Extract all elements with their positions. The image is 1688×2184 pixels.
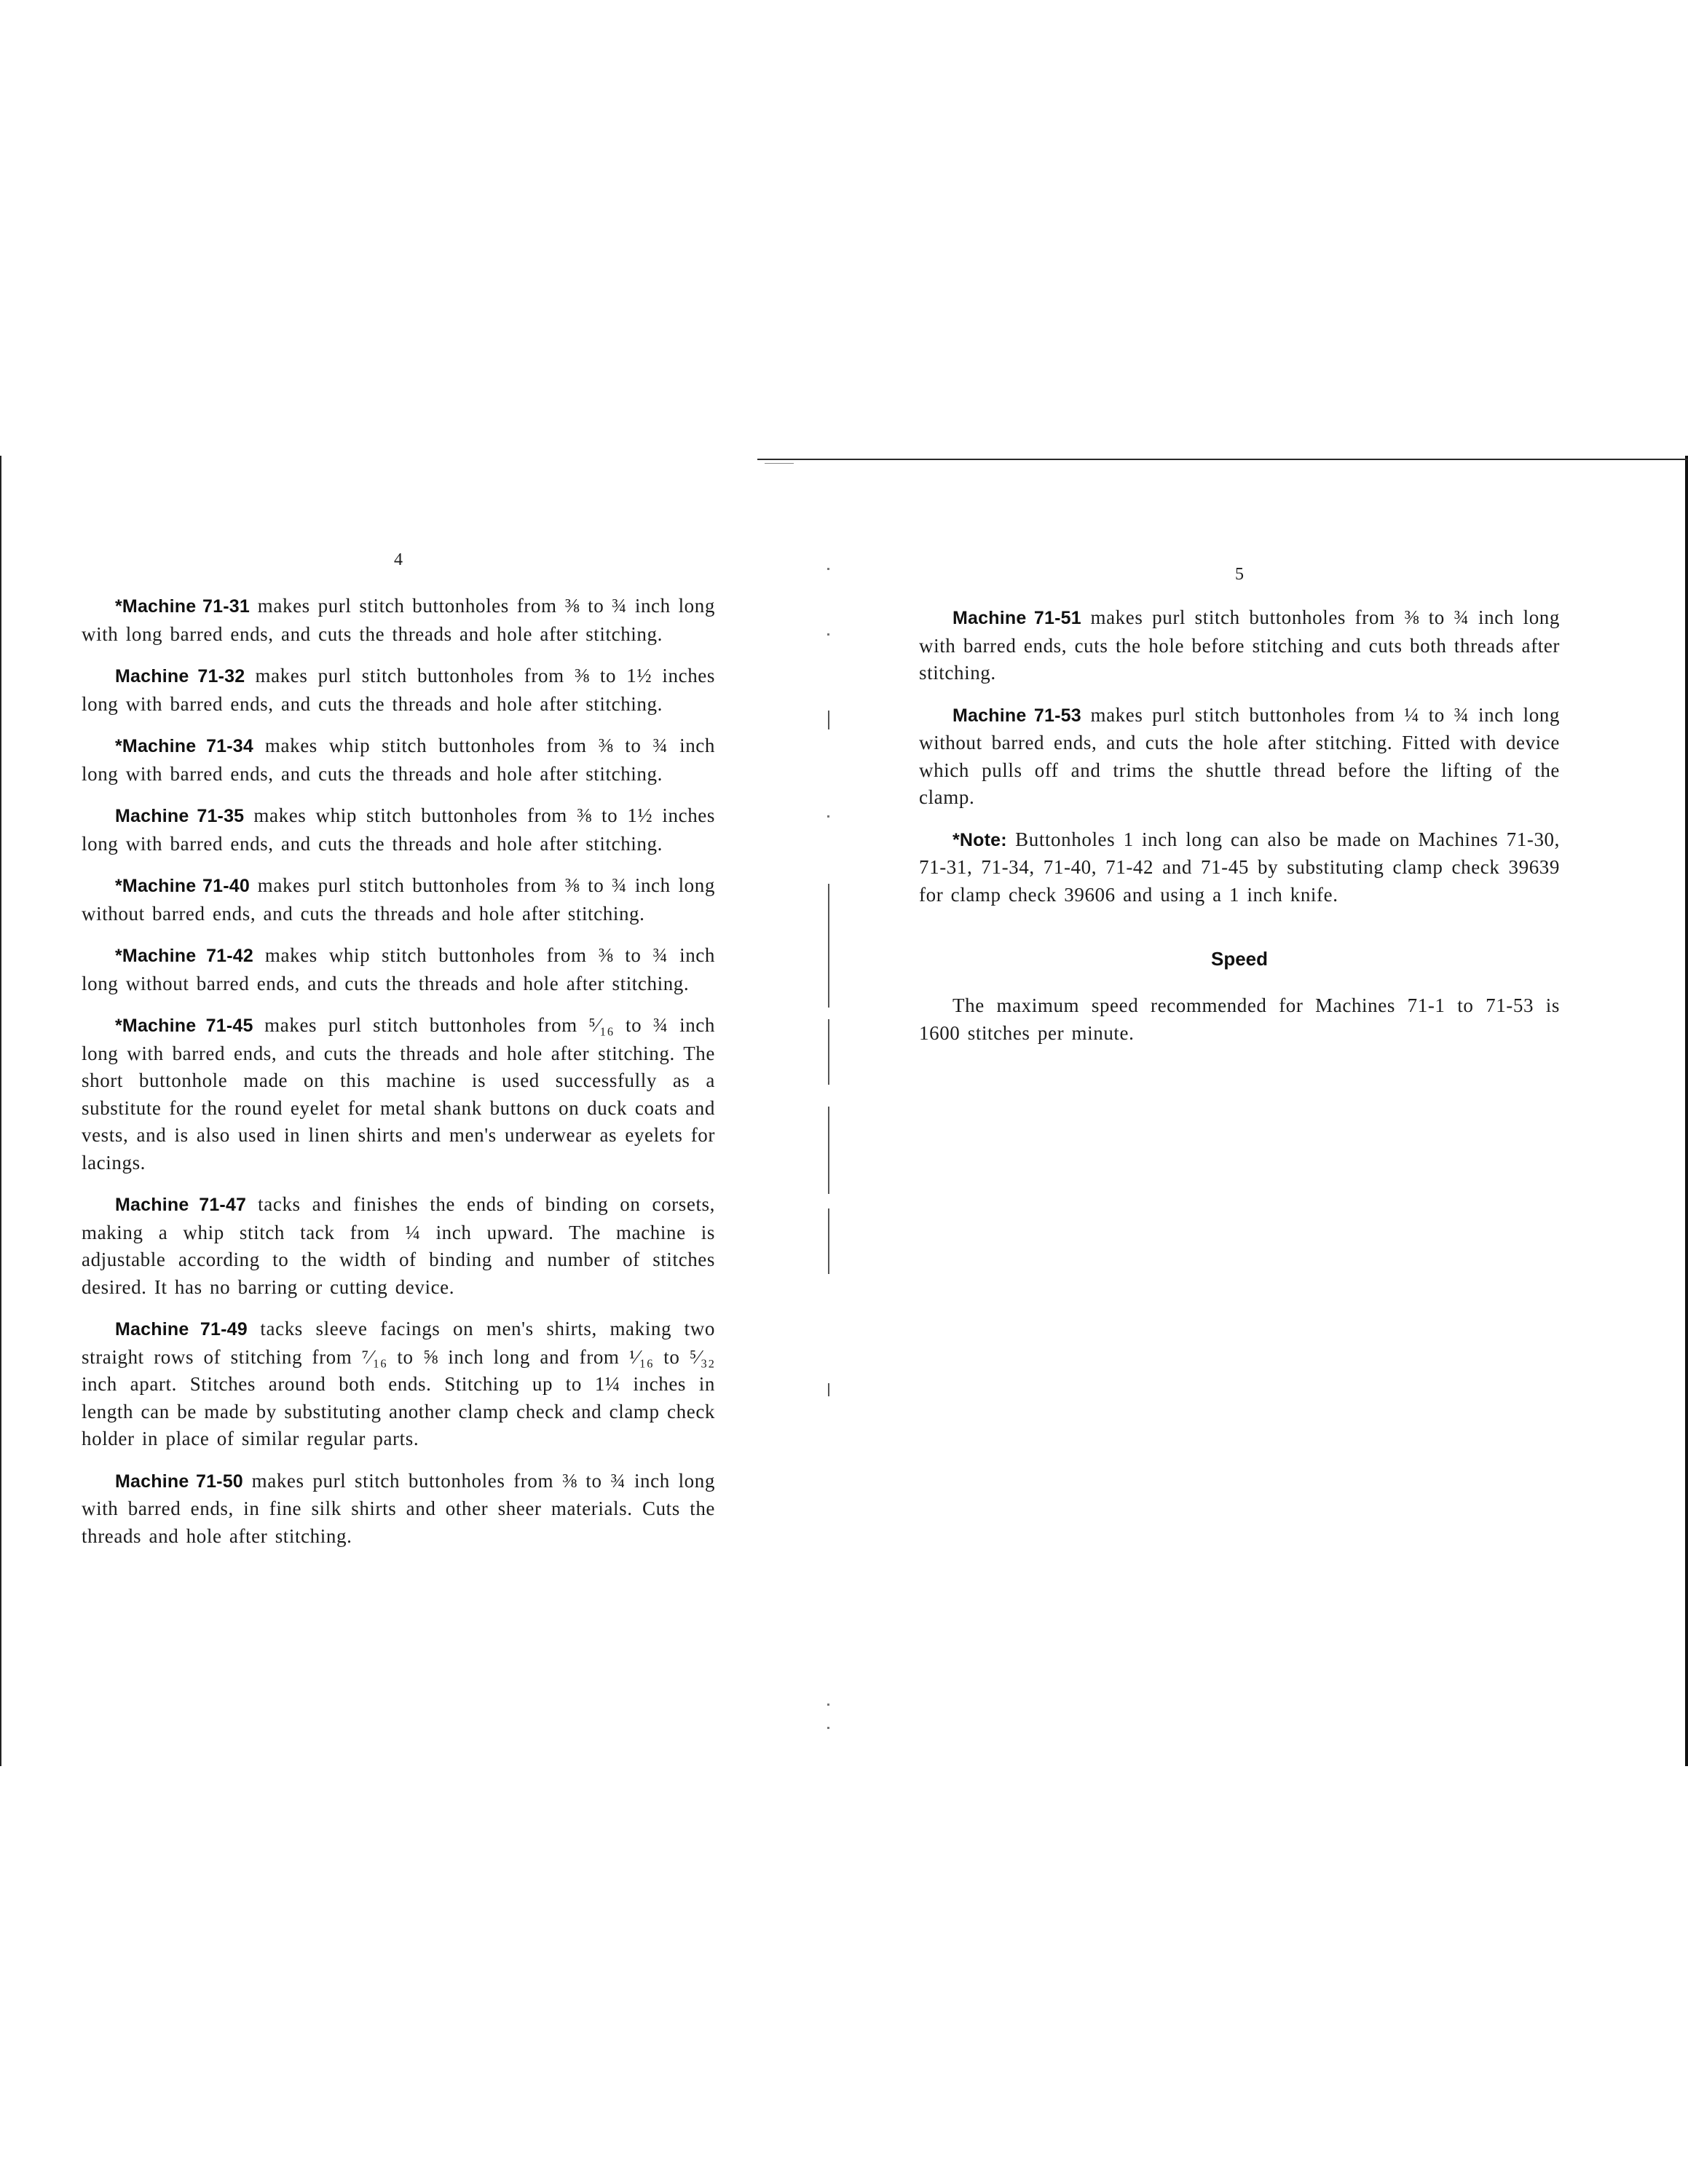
note-label: *Note: <box>953 829 1007 850</box>
left-page-edge <box>0 456 1 1766</box>
machine-entry <box>919 604 1560 687</box>
right-page-column <box>919 604 1560 1061</box>
machine-name: *Machine 71-40 <box>115 876 250 896</box>
gutter-mark <box>828 884 829 1008</box>
machine-entry <box>82 662 715 718</box>
machine-description: makes purl stitch buttonholes from ⅜ to ¾ inch long with long barred ends, and cuts the threads and hole after stitching. <box>82 595 715 645</box>
gutter-mark <box>828 1208 829 1274</box>
machine-entry <box>82 802 715 858</box>
machine-entry <box>82 732 715 788</box>
machine-description: makes purl stitch buttonholes from ¼ to ¾ inch long without barred ends, and cuts the hole after stitching. Fitted with device which pulls off and trims the shuttle thread before the lifting of the clamp. <box>919 703 1561 808</box>
note-entry <box>919 826 1560 909</box>
machine-name: *Machine 71-34 <box>115 736 254 756</box>
machine-description: makes purl stitch buttonholes from ⅜ to ¾ inch long with barred ends, in fine silk shirts and other sheer materials. Cuts the threads and hole after stitching. <box>82 1469 715 1547</box>
machine-entry <box>82 1315 715 1453</box>
machine-description: makes whip stitch buttonholes from ⅜ to ¾ inch long without barred ends, and cuts the threads and hole after stitching. <box>82 944 715 994</box>
gutter-mark <box>827 1704 829 1706</box>
left-page <box>82 0 715 2184</box>
machine-entry <box>82 1012 715 1176</box>
machine-description: makes purl stitch buttonholes from ⁵⁄₁₆ to ¾ inch long with barred ends, and cuts the threads and hole after stitching. The short buttonhole made on this machine is used successfully as a substitute for the round eyelet for metal shank buttons on duck coats and vests, and is also used in linen shirts and men's underwear as eyelets for lacings. <box>82 1014 715 1174</box>
page-number: 5 <box>1235 565 1244 584</box>
gutter-mark <box>827 1727 829 1729</box>
machine-name: Machine 71-32 <box>115 666 245 687</box>
machine-entry <box>82 593 715 648</box>
machine-name: Machine 71-51 <box>953 608 1081 628</box>
machine-entry <box>82 942 715 997</box>
gutter-mark <box>828 1383 829 1396</box>
scan-artifact <box>765 463 794 464</box>
machine-entry <box>919 702 1560 812</box>
note-text: Buttonholes 1 inch long can also be made on Machines 71-30, 71-31, 71-34, 71-40, 71-42 and 71-45 by substituting clamp check 39639 for clamp check 39606 and using a 1 inch knife. <box>919 828 1560 906</box>
machine-description: tacks sleeve facings on men's shirts, making two straight rows of stitching from ⁷⁄₁₆ to ⅝ inch long and from ¹⁄₁₆ to ⁵⁄₃₂ inch apart. Stitches around both ends. Stitching up to 1¼ inches in length can be made by substituting another clamp check and clamp check holder in place of similar regular parts. <box>82 1318 715 1449</box>
machine-name: *Machine 71-31 <box>115 596 250 617</box>
machine-name: Machine 71-50 <box>115 1471 243 1492</box>
machine-name: Machine 71-47 <box>115 1195 247 1215</box>
gutter-mark <box>828 1107 829 1194</box>
right-page <box>919 0 1560 2184</box>
gutter-mark <box>828 711 829 729</box>
machine-name: Machine 71-53 <box>953 705 1081 726</box>
left-page-column <box>82 593 715 1564</box>
machine-description: makes whip stitch buttonholes from ⅜ to ¾ inch long with barred ends, and cuts the threads and hole after stitching. <box>82 735 715 785</box>
machine-name: Machine 71-49 <box>115 1319 248 1340</box>
machine-name: *Machine 71-45 <box>115 1016 253 1036</box>
machine-description: makes purl stitch buttonholes from ⅜ to ¾ inch long without barred ends, and cuts the threads and hole after stitching. <box>82 874 715 925</box>
speed-paragraph: The maximum speed recommended for Machines 71-1 to 71-53 is 1600 stitches per minute. <box>919 994 1560 1044</box>
gutter-mark <box>827 568 829 570</box>
machine-entry <box>82 1191 715 1301</box>
gutter-mark <box>827 633 829 636</box>
gutter-mark <box>827 815 829 818</box>
machine-description: makes purl stitch buttonholes from ⅜ to 1½ inches long with barred ends, and cuts the threads and hole after stitching. <box>82 665 715 715</box>
machine-name: *Machine 71-42 <box>115 946 254 966</box>
right-page-edge <box>1685 456 1688 1766</box>
machine-name: Machine 71-35 <box>115 806 245 826</box>
machine-description: makes whip stitch buttonholes from ⅜ to 1½ inches long with barred ends, and cuts the threads and hole after stitching. <box>82 804 715 855</box>
machine-entry <box>82 872 715 927</box>
machine-description: makes purl stitch buttonholes from ⅜ to ¾ inch long with barred ends, cuts the hole before stitching and cuts both threads after stitching. <box>919 606 1561 684</box>
section-heading: Speed <box>1210 948 1269 970</box>
page-number: 4 <box>394 550 403 569</box>
machine-description: tacks and finishes the ends of binding on corsets, making a whip stitch tack from ¼ inch upward. The machine is adjustable according to the width of binding and number of stitches desired. It has no barring or cutting device. <box>82 1193 716 1298</box>
gutter-mark <box>828 1019 829 1085</box>
machine-entry <box>82 1468 715 1551</box>
